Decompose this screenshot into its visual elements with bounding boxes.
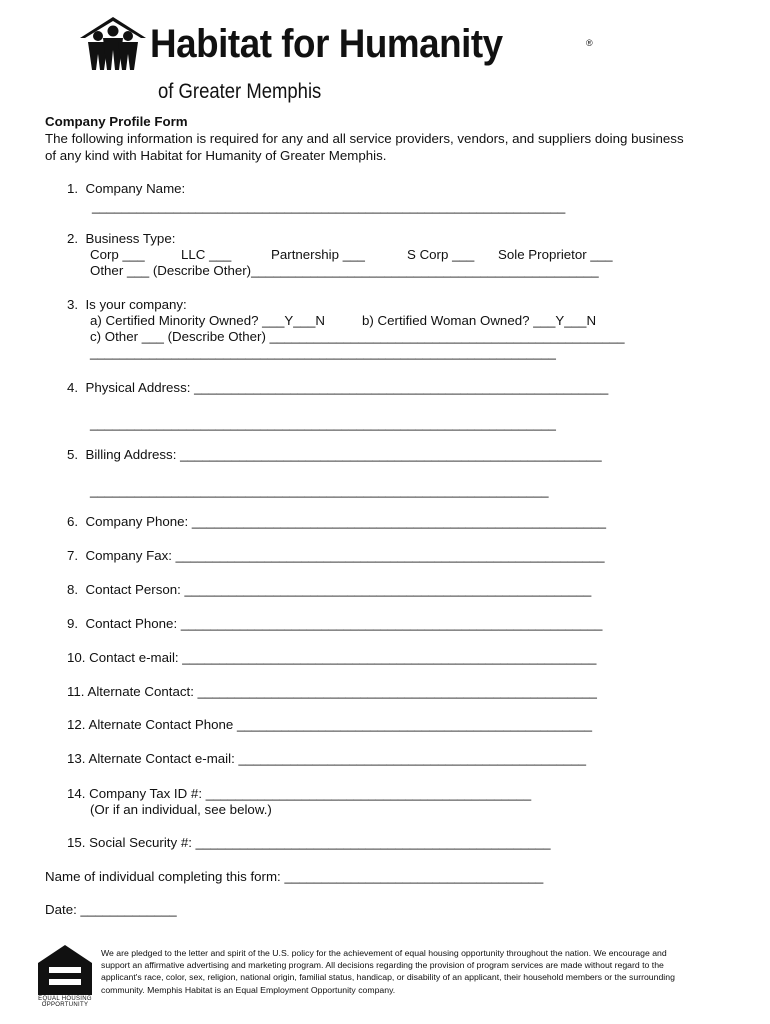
company-fax-field[interactable]: 7. Company Fax: __________________________________________________________ [67,548,605,563]
intro-line-1: The following information is required for any and all service providers, vendors, and suppliers doing business [45,131,684,146]
nondiscrimination-statement: We are pledged to the letter and spirit of the U.S. policy for the achievement of equal housing opportunity throughout the nation. We encourage and support an affirmative advertising and marketing program. All decisions regarding the provision of program services are made without regard to the applicant's race, color, sex, religion, national origin, familial status, handicap, or disability of an applicant, their household members or the surrounding community. Memphis Habitat is an Equal Employment Opportunity company. [101,948,675,995]
form-title: Company Profile Form [45,114,188,129]
physical-address-line-2[interactable]: _______________________________________________________________ [90,416,556,431]
social-security-field[interactable]: 15. Social Security #: ________________________________________________ [67,835,551,850]
business-type-label: 2. Business Type: [67,231,176,246]
contact-phone-field[interactable]: 9. Contact Phone: _________________________________________________________ [67,616,603,631]
business-type-other[interactable]: Other ___ (Describe Other)_______________________________________________ [90,263,599,278]
habitat-logo [78,14,618,110]
registered-mark: ® [586,38,593,48]
alternate-contact-phone-field[interactable]: 12. Alternate Contact Phone ________________________________________________ [67,717,592,732]
completer-name-field[interactable]: Name of individual completing this form: ___________________________________ [45,869,544,884]
physical-address-field[interactable]: 4. Physical Address: ________________________________________________________ [67,380,609,395]
woman-owned-field[interactable]: b) Certified Woman Owned? ___Y___N [362,313,597,328]
house-people-icon [78,14,148,72]
contact-person-field[interactable]: 8. Contact Person: _______________________________________________________ [67,582,592,597]
logo-subtitle: of Greater Memphis [158,80,322,103]
contact-email-field[interactable]: 10. Contact e-mail: ________________________________________________________ [67,650,597,665]
company-phone-field[interactable]: 6. Company Phone: ________________________________________________________ [67,514,607,529]
minority-owned-field[interactable]: a) Certified Minority Owned? ___Y___N [90,313,326,328]
business-type-llc[interactable]: LLC ___ [181,247,232,262]
tax-id-note: (Or if an individual, see below.) [90,802,272,817]
intro-line-2: of any kind with Habitat for Humanity of Greater Memphis. [45,148,387,163]
alternate-contact-field[interactable]: 11. Alternate Contact: ______________________________________________________ [67,684,597,699]
business-type-corp[interactable]: Corp ___ [90,247,145,262]
billing-address-line-2[interactable]: ______________________________________________________________ [90,483,549,498]
company-name-label: 1. Company Name: [67,181,186,196]
billing-address-field[interactable]: 5. Billing Address: _________________________________________________________ [67,447,602,462]
tax-id-field[interactable]: 14. Company Tax ID #: ____________________________________________ [67,786,532,801]
alternate-contact-email-field[interactable]: 13. Alternate Contact e-mail: _______________________________________________ [67,751,587,766]
business-type-sole[interactable]: Sole Proprietor ___ [498,247,613,262]
equal-housing-label: EQUAL HOUSING OPPORTUNITY [38,996,92,1008]
other-status-line[interactable]: _______________________________________________________________ [90,345,556,360]
business-type-scorp[interactable]: S Corp ___ [407,247,475,262]
company-name-field[interactable]: ________________________________________________________________ [92,199,566,214]
business-type-partnership[interactable]: Partnership ___ [271,247,365,262]
logo-name: Habitat for Humanity [150,22,503,66]
other-status-field[interactable]: c) Other ___ (Describe Other) ________________________________________________ [90,329,625,344]
date-field[interactable]: Date: _____________ [45,902,177,917]
company-status-label: 3. Is your company: [67,297,187,312]
